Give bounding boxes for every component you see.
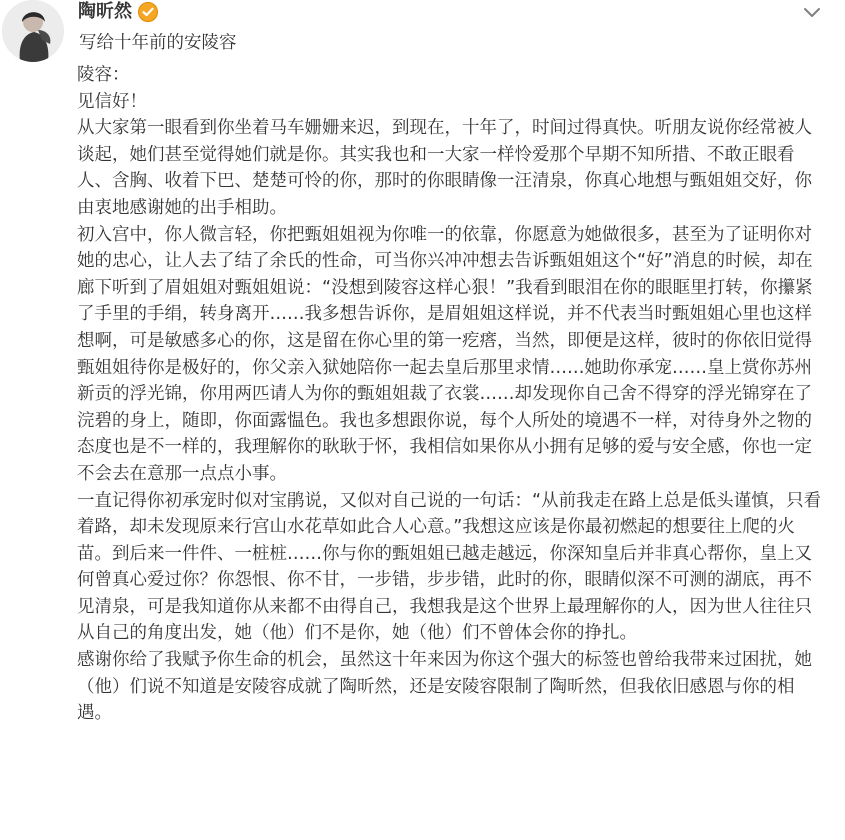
post-subtitle: 写给十年前的安陵容 xyxy=(79,33,237,53)
user-avatar-photo xyxy=(2,0,64,62)
avatar[interactable] xyxy=(2,0,64,62)
chevron-down-icon[interactable] xyxy=(803,4,821,16)
post-body xyxy=(77,62,825,727)
letter-greeting: 见信好！ xyxy=(77,91,147,112)
verified-badge-icon xyxy=(138,2,158,22)
letter-paragraph: 从大家第一眼看到你坐着马车姗姗来迟，到现在，十年了，时间过得真快。听朋友说你经常被人谈起，她们甚至觉得她们就是你。其实我也和一大家一样怜爱那个早期不知所措、不敢正眼看人、含胸、收着下巴、楚楚可怜的你，那时的你眼睛像一汪清泉，你真心地想与甄姐姐交好，你由衷地感谢她的出手相助。 xyxy=(77,118,812,218)
letter-paragraph: 感谢你给了我赋予你生命的机会，虽然这十年来因为你这个强大的标签也曾给我带来过困扰，她（他）们说不知道是安陵容成就了陶昕然，还是安陵容限制了陶昕然，但我依旧感恩与你的相遇。 xyxy=(77,650,812,724)
letter-paragraph: 一直记得你初承宠时似对宝鹃说，又似对自己说的一句话：“从前我走在路上总是低头谨慎，只看着路，却未发现原来行宫山水花草如此合人心意。”我想这应该是你最初燃起的想要往上爬的火苗。到后来一件件、一桩桩……你与你的甄姐姐已越走越远，你深知皇后并非真心帮你，皇上又何曾真心爱过你？你怨恨、你不甘，一步错，步步错，此时的你，眼睛似深不可测的湖底，再不见清泉，可是我知道你从来都不由得自己，我想我是这个世界上最理解你的人，因为世人往往只从自己的角度出发，她（他）们不是你，她（他）们不曾体会你的挣扎。 xyxy=(77,490,822,644)
letter-paragraph: 初入宫中，你人微言轻，你把甄姐姐视为你唯一的依靠，你愿意为她做很多，甚至为了证明你对她的忠心，让人去了结了余氏的性命，可当你兴冲冲想去告诉甄姐姐这个“好”消息的时候，却在廊下听到了眉姐姐对甄姐姐说：“没想到陵容这样心狠！”我看到眼泪在你的眼眶里打转，你攥紧了手里的手绢，转身离开……我多想告诉你，是眉姐姐这样说，并不代表当时甄姐姐心里也这样想啊，可是敏感多心的你，这是留在你心里的第一疙瘩，当然，即便是这样，彼时的你依旧觉得甄姐姐待你是极好的，你父亲入狱她陪你一起去皇后那里求情……她助你承宠……皇上赏你苏州新贡的浮光锦，你用两匹请人为你的甄姐姐裁了衣裳……却发现你自己舍不得穿的浮光锦穿在了浣碧的身上，随即，你面露愠色。我也多想跟你说，每个人所处的境遇不一样，对待身外之物的态度也是不一样的，我理解你的耿耿于怀，我相信如果你从小拥有足够的爱与安全感，你也一定不会去在意那一点点小事。 xyxy=(77,224,813,484)
letter-salutation: 陵容： xyxy=(77,65,130,85)
author-name[interactable]: 陶昕然 xyxy=(78,1,132,22)
